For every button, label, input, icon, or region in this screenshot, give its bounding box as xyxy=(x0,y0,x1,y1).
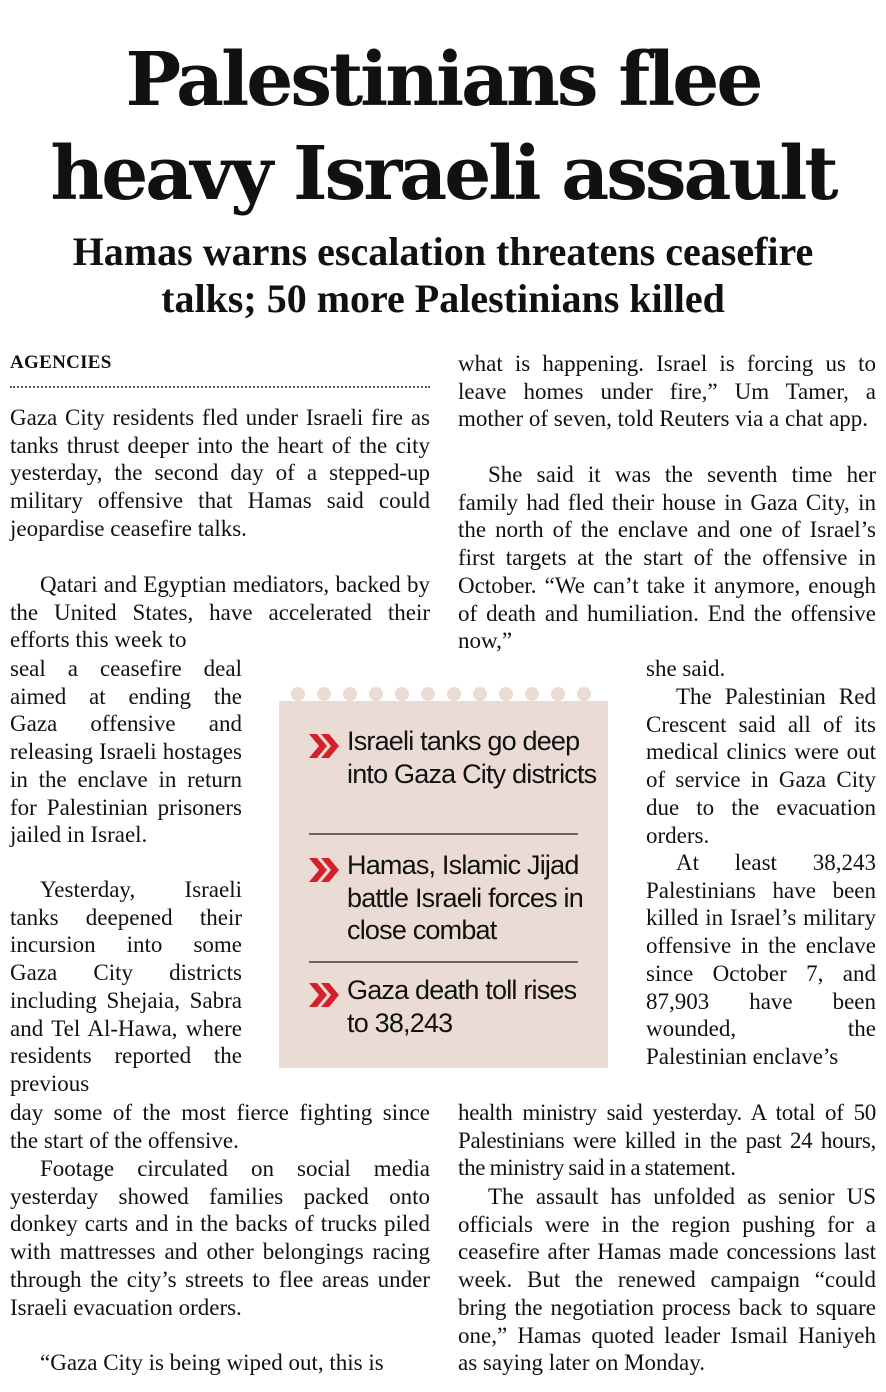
notepad-hole xyxy=(525,687,539,701)
subhead-line-1: Hamas warns escalation threatens ceasefire xyxy=(72,229,814,274)
notepad-hole xyxy=(499,687,513,701)
highlight-text-1: Israeli tanks go deep into Gaza City districts xyxy=(347,726,597,789)
subhead-line-2: talks; 50 more Palestinians killed xyxy=(161,276,725,321)
notepad-hole xyxy=(447,687,461,701)
highlight-text-3: Gaza death toll rises to 38,243 xyxy=(347,975,577,1038)
left-paragraph-3b: day some of the most fierce fighting since the start of the offensive. xyxy=(10,1100,430,1153)
notepad-hole xyxy=(395,687,409,701)
right-paragraph-1: what is happening. Israel is forcing us to leave homes under fire,” Um Tamer, a mother of seven, told Reuters via a chat app. xyxy=(458,351,876,432)
double-chevron-icon xyxy=(307,855,341,885)
highlight-text-2: Hamas, Islamic Jijad battle Israeli forces in close combat xyxy=(347,850,583,945)
notepad-hole xyxy=(551,687,565,701)
notepad-hole xyxy=(291,687,305,701)
right-paragraph-4b: health ministry said yesterday. A total of 50 Palestinians were killed in the past 24 hours, the ministry said in a statement. xyxy=(458,1100,876,1181)
byline-divider xyxy=(10,386,430,388)
left-paragraph-4: Footage circulated on social media yesterday showed families packed onto donkey carts and in the backs of trucks piled with mattresses and other belongings racing through the city’s streets to flee areas under Israeli evacuation orders. xyxy=(10,1156,430,1320)
notepad-hole xyxy=(473,687,487,701)
right-paragraph-2b: she said. xyxy=(646,656,726,681)
right-paragraph-5: The assault has unfolded as senior US officials were in the region pushing for a ceasefire after Hamas made concessions last week. But the renewed campaign “could bring the negotiation process back to square one,” Hamas quoted leader Ismail Haniyeh as saying later on Monday. xyxy=(458,1184,876,1376)
left-paragraph-2a: Qatari and Egyptian mediators, backed by the United States, have accelerated their efforts this week to xyxy=(10,572,430,653)
notepad-hole xyxy=(317,687,331,701)
headline-line-1: Palestinians flee xyxy=(125,37,761,123)
right-paragraph-2a: She said it was the seventh time her family had fled their house in Gaza City, in the north of the enclave and one of Israel’s first targets at the start of the offensive in October. “We can’t take it anymore, enough of death and humiliation. End the offensive now,” xyxy=(458,462,876,654)
double-chevron-icon xyxy=(307,980,341,1010)
right-paragraph-4a: At least 38,243 Palestinians have been killed in Israel’s military offensive in the enclave since October 7, and 87,903 have been wounded, the Palestinian enclave’s xyxy=(646,850,876,1069)
left-paragraph-3a: Yesterday, Israeli tanks deepened their incursion into some Gaza City districts including Shejaia, Sabra and Tel Al-Hawa, where residents reported the previous xyxy=(10,877,242,1096)
highlight-divider-1 xyxy=(309,833,578,835)
highlights-box xyxy=(279,681,608,1068)
double-chevron-icon xyxy=(307,731,341,761)
left-paragraph-5: “Gaza City is being wiped out, this is xyxy=(40,1350,384,1375)
notepad-hole xyxy=(343,687,357,701)
left-paragraph-1: Gaza City residents fled under Israeli fire as tanks thrust deeper into the heart of the city yesterday, the second day of a stepped-up military offensive that Hamas said could jeopardise ceasefire talks. xyxy=(10,405,430,541)
notepad-hole xyxy=(421,687,435,701)
byline: AGENCIES xyxy=(10,352,112,373)
notepad-holes xyxy=(279,681,608,715)
notepad-strip xyxy=(279,701,608,715)
left-paragraph-2b: seal a ceasefire deal aimed at ending the Gaza offensive and releasing Israeli hostages in the enclave in return for Palestinian prisoners jailed in Israel. xyxy=(10,656,242,848)
headline-line-2: heavy Israeli assault xyxy=(50,131,836,217)
headline xyxy=(0,33,886,221)
subheadline xyxy=(0,228,886,322)
notepad-hole xyxy=(369,687,383,701)
right-paragraph-3: The Palestinian Red Crescent said all of its medical clinics were out of service in Gaza City due to the evacuation orders. xyxy=(646,684,876,848)
highlight-divider-2 xyxy=(309,961,578,963)
notepad-hole xyxy=(577,687,591,701)
